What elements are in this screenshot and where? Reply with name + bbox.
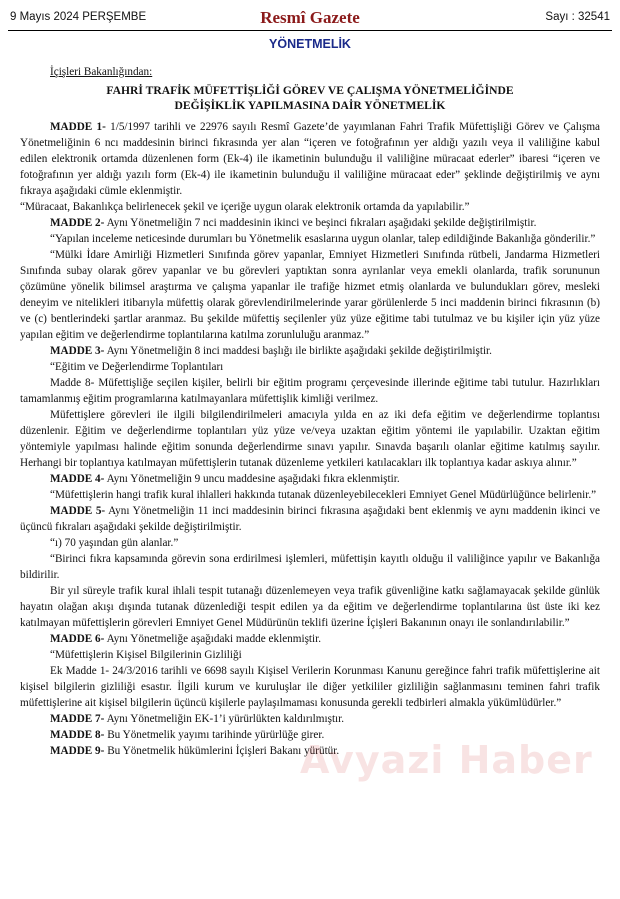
document-body bbox=[20, 64, 600, 759]
paragraph-text: Bu Yönetmelik hükümlerini İçişleri Bakanı yürütür. bbox=[104, 745, 340, 757]
article-paragraph bbox=[20, 343, 600, 359]
article-label: MADDE 7- bbox=[50, 713, 105, 725]
text-paragraph bbox=[20, 551, 600, 583]
paragraph-text: “Eğitim ve Değerlendirme Toplantıları bbox=[50, 361, 224, 373]
article-paragraph bbox=[20, 631, 600, 647]
text-paragraph bbox=[20, 663, 600, 711]
paragraph-text: Aynı Yönetmeliğin EK-1’i yürürlükten kaldırılmıştır. bbox=[104, 713, 345, 725]
paragraph-text: Ek Madde 1- 24/3/2016 tarihli ve 6698 sayılı Kişisel Verilerin Korunması Kanunu gereğince fahri trafik müfettişlerine ait kişisel bilgilerin gizliliği esastır. İlgili kurum ve kuruluşlar ile diğer yetkililer gizliliğin sağlanmasını teminen fahri trafik müfettişlerine ait kişisel bilgilerin üçüncü kişilerle paylaşılmaması konusunda gerekli tedbirleri almakla yükümlüdürler.” bbox=[20, 665, 600, 709]
section-title: YÖNETMELİK bbox=[269, 37, 351, 51]
paragraph-text: Aynı Yönetmeliğin 8 inci maddesi başlığı ile birlikte aşağıdaki şekilde değiştirilmiştir. bbox=[104, 345, 492, 357]
article-label: MADDE 9- bbox=[50, 745, 105, 757]
article-label: MADDE 2- bbox=[50, 217, 105, 229]
article-paragraph bbox=[20, 215, 600, 231]
paragraph-text: Aynı Yönetmeliğin 9 uncu maddesine aşağıdaki fıkra eklenmiştir. bbox=[104, 473, 400, 485]
regulation-title bbox=[20, 83, 600, 113]
article-label: MADDE 1- bbox=[50, 121, 106, 133]
article-paragraph bbox=[20, 471, 600, 487]
paragraph-text: Aynı Yönetmeliğe aşağıdaki madde eklenmiştir. bbox=[104, 633, 322, 645]
watermark-logo: Avyazi Haber bbox=[300, 738, 593, 782]
text-paragraph bbox=[20, 359, 600, 375]
text-paragraph bbox=[20, 407, 600, 471]
text-paragraph bbox=[20, 487, 600, 503]
text-paragraph bbox=[20, 375, 600, 407]
header-issue-number: Sayı : 32541 bbox=[545, 11, 610, 23]
text-paragraph bbox=[20, 231, 600, 247]
regulation-title-line-1: FAHRİ TRAFİK MÜFETTİŞLİĞİ GÖREV VE ÇALIŞMA YÖNETMELİĞİNDE bbox=[106, 84, 514, 97]
article-paragraph bbox=[20, 743, 600, 759]
paragraph-text: Müfettişlere görevleri ile ilgili bilgilendirilmeleri amacıyla yılda en az iki defa eğitim ve değerlendirme toplantısı düzenlenir. Eğitim ve değerlendirme toplantıları yüz yüze ve/veya uzaktan eğitim yöntemi ile yapılabilir. Uzaktan eğitim yöntemiyle yapılması halinde eğitim sonunda değerlendirme sınavı yapılır. Sınavda başarılı olanlar eğitime katılmış sayılır. Herhangi bir toplantıya katılmayan müfettişlerin tutanak düzenleme yetkileri katılacakları ilk toplantıya kadar askıya alınır.” bbox=[20, 409, 600, 469]
paragraph-text: “Yapılan inceleme neticesinde durumları bu Yönetmelik esaslarına uygun olanlar, talep edildiğinde Bakanlığa gönderilir.” bbox=[50, 233, 596, 245]
text-paragraph bbox=[20, 647, 600, 663]
regulation-title-line-2: DEĞİŞİKLİK YAPILMASINA DAİR YÖNETMELİK bbox=[174, 99, 446, 112]
text-paragraph bbox=[20, 535, 600, 551]
article-paragraph bbox=[20, 727, 600, 743]
page-header bbox=[10, 8, 610, 30]
article-label: MADDE 5- bbox=[50, 505, 106, 517]
issuing-authority: İçişleri Bakanlığından: bbox=[50, 66, 153, 78]
paragraph-text: “ı) 70 yaşından gün alanlar.” bbox=[50, 537, 179, 549]
paragraph-text: “Müracaat, Bakanlıkça belirlenecek şekil ve içeriğe uygun olarak elektronik ortamda da yapılabilir.” bbox=[20, 201, 470, 213]
header-date: 9 Mayıs 2024 PERŞEMBE bbox=[10, 11, 147, 23]
paragraph-text: Bu Yönetmelik yayımı tarihinde yürürlüğe girer. bbox=[104, 729, 325, 741]
text-paragraph bbox=[20, 583, 600, 631]
paragraph-text: “Mülki İdare Amirliği Hizmetleri Sınıfında görev yapanlar, Emniyet Hizmetleri Sınıfında rütbeli, Jandarma Hizmetleri Sınıfında subay olarak görev yapanlar ve bu görevleri yaptıktan sonra ayrılanlar veya emekli olanlarda, trafik sorununun çözümüne yönelik bilimsel araştırma ve çalışma yapanlar ile trafiğe hizmet etmiş olanlarda ve bulundukları görev, mesleki deneyim ve nitelikleri itibarıyla müfettiş olarak görevlendirilmelerinde yarar görülenlerde 5 inci maddenin birinci fıkrasının (b) ve (c) bentlerindeki şartlar aranmaz. Bu şekilde müfettiş seçilenler yüz yüze eğitime tabi tutulmaz ve bu kişiler için yüz yüze yapılan eğitim ve değerlendirme toplantılarına katılma zorunluluğu aranmaz.” bbox=[20, 249, 600, 341]
article-paragraph bbox=[20, 503, 600, 535]
paragraph-text: Madde 8- Müfettişliğe seçilen kişiler, belirli bir eğitim programı çerçevesinde illerinde eğitime tabi tutulur. Hazırlıkları tamamlanmış eğitim programlarına katılmayanlara müfettişlik kimliği verilmez. bbox=[20, 377, 600, 405]
article-paragraph bbox=[20, 711, 600, 727]
paragraph-text: “Birinci fıkra kapsamında görevin sona erdirilmesi işlemleri, müfettişin kayıtlı olduğu il valiliğince yapılır ve Bakanlığa bildirilir. bbox=[20, 553, 600, 581]
paragraph-text: Aynı Yönetmeliğin 7 nci maddesinin ikinci ve beşinci fıkraları aşağıdaki şekilde değiştirilmiştir. bbox=[104, 217, 537, 229]
paragraph-text: 1/5/1997 tarihli ve 22976 sayılı Resmî Gazete’de yayımlanan Fahri Trafik Müfettişliği Görev ve Çalışma Yönetmeliğinin 6 ncı maddesinin birinci fıkrasında yer alan “içeren ve fotoğrafının yer aldığı yazılı veya il valiliğine kabul edilen elektronik ortamda düzenlenen form (Ek-4) ile ikametinin bulunduğu il valiliğine müracaat ederler” ibaresi “içeren ve fotoğrafının yer aldığı yazılı form (Ek-4) ile ikametinin bulunduğu il valiliğine müracaat eder” şeklinde değiştirilmiş ve aynı fıkraya aşağıdaki cümle eklenmiştir. bbox=[20, 121, 600, 197]
article-label: MADDE 3- bbox=[50, 345, 105, 357]
paragraph-text: “Müfettişlerin Kişisel Bilgilerinin Gizliliği bbox=[50, 649, 242, 661]
article-label: MADDE 6- bbox=[50, 633, 105, 645]
paragraph-text: “Müfettişlerin hangi trafik kural ihlalleri hakkında tutanak düzenleyebilecekleri Emniyet Genel Müdürlüğünce belirlenir.” bbox=[50, 489, 597, 501]
article-label: MADDE 8- bbox=[50, 729, 105, 741]
header-title: Resmî Gazete bbox=[260, 8, 360, 27]
article-paragraph bbox=[20, 119, 600, 199]
article-label: MADDE 4- bbox=[50, 473, 105, 485]
header-divider bbox=[8, 30, 612, 31]
paragraph-text: Aynı Yönetmeliğin 11 inci maddesinin birinci fıkrasına aşağıdaki bent eklenmiş ve aynı maddenin ikinci ve üçüncü fıkraları aşağıdaki şekilde değiştirilmiştir. bbox=[20, 505, 600, 533]
text-paragraph bbox=[20, 199, 600, 215]
paragraph-text: Bir yıl süreyle trafik kural ihlali tespit tutanağı düzenlemeyen veya trafik güvenliğine katkı sağlamayacak şekilde günlük hayatın olağan akışı dışında tutanak düzenlediği tespit edilen ya da eğitim ve değerlendirme toplantılarına üst üste iki kez katılmayan müfettişlerin görevleri Emniyet Genel Müdürünün teklifi üzerine İçişleri Bakanının onayı ile sonlandırılabilir.” bbox=[20, 585, 600, 629]
text-paragraph bbox=[20, 247, 600, 343]
